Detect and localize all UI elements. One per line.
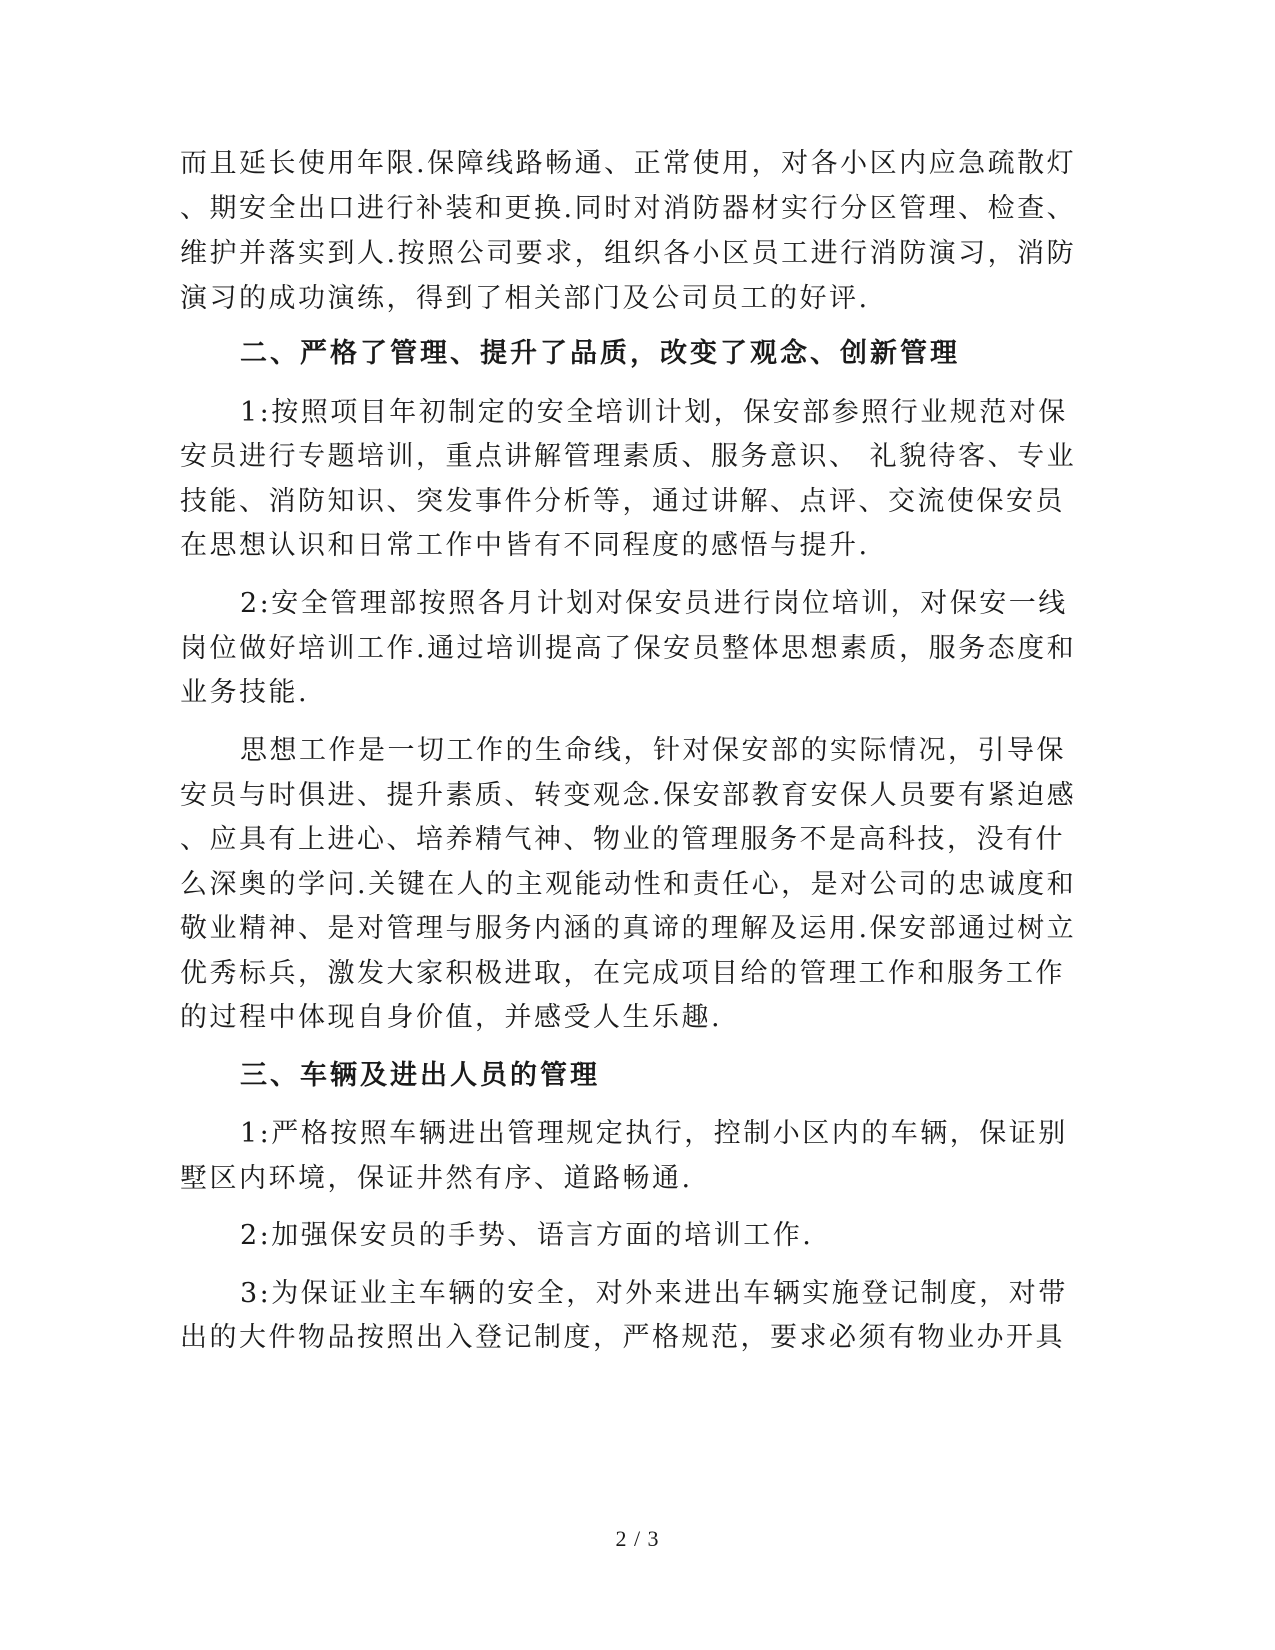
page-number: 2 / 3 (615, 1526, 660, 1551)
body-text-line: 、应具有上进心、培养精气神、物业的管理服务不是高科技，没有什 (180, 824, 1065, 855)
body-text-line: 维护并落实到人.按照公司要求，组织各小区员工进行消防演习，消防 (180, 238, 1077, 269)
body-text-line: 而且延长使用年限.保障线路畅通、正常使用，对各小区内应急疏散灯 (180, 148, 1077, 179)
body-text-line: 1:严格按照车辆进出管理规定执行，控制小区内的车辆，保证别 (240, 1118, 1068, 1149)
body-text-line: 在思想认识和日常工作中皆有不同程度的感悟与提升. (180, 530, 870, 561)
body-text-line: 墅区内环境，保证井然有序、道路畅通. (180, 1163, 693, 1194)
body-text-line: 思想工作是一切工作的生命线，针对保安部的实际情况，引导保 (240, 735, 1066, 766)
body-text-line: 2:安全管理部按照各月计划对保安员进行岗位培训，对保安一线 (240, 588, 1068, 619)
section-heading-2: 二、严格了管理、提升了品质，改变了观念、创新管理 (240, 338, 960, 369)
body-text-line: 技能、消防知识、突发事件分析等，通过讲解、点评、交流使保安员 (180, 486, 1065, 517)
body-text-line: 、期安全出口进行补装和更换.同时对消防器材实行分区管理、检查、 (180, 193, 1077, 224)
section-heading-3: 三、车辆及进出人员的管理 (240, 1060, 600, 1091)
body-text-line: 2:加强保安员的手势、语言方面的培训工作. (240, 1220, 814, 1251)
body-text-line: 安员进行专题培训，重点讲解管理素质、服务意识、 礼貌待客、专业 (180, 441, 1077, 472)
body-text-line: 演习的成功演练，得到了相关部门及公司员工的好评. (180, 283, 870, 314)
body-text-line: 1:按照项目年初制定的安全培训计划，保安部参照行业规范对保 (240, 397, 1068, 428)
body-text-line: 优秀标兵，激发大家积极进取，在完成项目给的管理工作和服务工作 (180, 958, 1065, 989)
body-text-line: 么深奥的学问.关键在人的主观能动性和责任心，是对公司的忠诚度和 (180, 869, 1077, 900)
body-text-line: 的过程中体现自身价值，并感受人生乐趣. (180, 1002, 723, 1033)
body-text-line: 安员与时俱进、提升素质、转变观念.保安部教育安保人员要有紧迫感 (180, 780, 1077, 811)
body-text-line: 出的大件物品按照出入登记制度，严格规范，要求必须有物业办开具 (180, 1322, 1065, 1353)
body-text-line: 敬业精神、是对管理与服务内涵的真谛的理解及运用.保安部通过树立 (180, 913, 1077, 944)
body-text-line: 岗位做好培训工作.通过培训提高了保安员整体思想素质，服务态度和 (180, 633, 1077, 664)
body-text-line: 3:为保证业主车辆的安全，对外来进出车辆实施登记制度，对带 (240, 1278, 1068, 1309)
body-text-line: 业务技能. (180, 677, 310, 708)
